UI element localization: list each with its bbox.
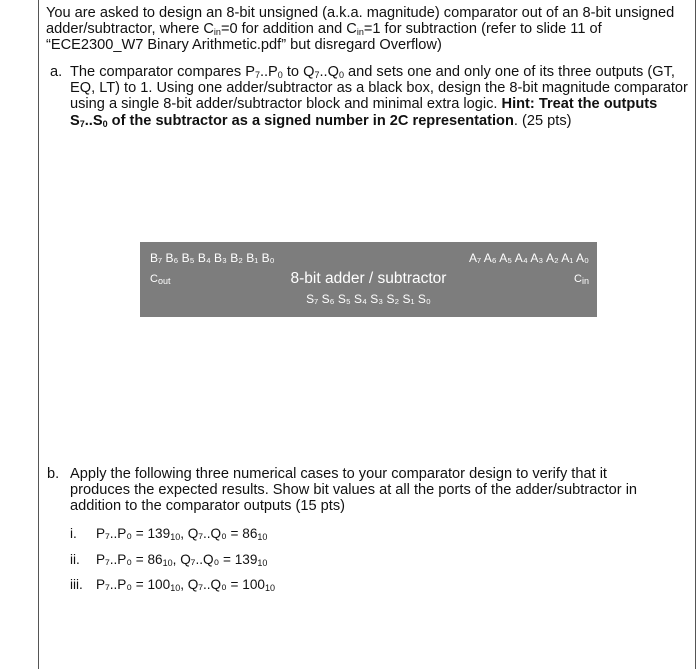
- cout-label: $C_{out}$: [150, 273, 171, 286]
- case-1-text: $P_7..P_0 = 139_{10}$, $Q_7..Q_0 = 86_{10}$: [96, 526, 268, 542]
- part-b-text: Apply the following three numerical cases to your comparator design to verify that it produces the expected results. Show bit values at all the ports of the adder/subtractor in addition to the comparator outputs (15 pts): [70, 466, 638, 515]
- case-1-label: i.: [70, 526, 77, 541]
- case-2-label: ii.: [70, 552, 80, 567]
- intro-paragraph: You are asked to design an 8-bit unsigned (a.k.a. magnitude) comparator out of an 8-bit unsigned adder/subtractor, where $C_{in}=0$ for addition and $C_{in}=1$ for subtraction (refer to slide 11 of “ECE2300_W7 Binary Arithmetic.pdf” but disregard Overflow): [46, 5, 675, 54]
- a-inputs-label: A₇ A₆ A₅ A₄ A₃ A₂ A₁ A₀: [468, 251, 589, 265]
- part-a-text: The comparator compares $P_7..P_0$ to $Q_7..Q_0$ and sets one and only one of its three outputs (GT, EQ, LT) to 1. Using one adder/subtractor as a black box, design the 8-bit magnitude comparator using a single 8-bit adder/subtractor block and minimal extra logic. Hint: Treat the outputs $S_7..S_0$ of the subtractor as a signed number in 2C representation. (25 pts): [70, 64, 688, 129]
- part-b-label: b.: [47, 466, 60, 482]
- hint-text: Hint: Treat the outputs $S_7..S_0$ of the subtractor as a signed number in 2C representation: [70, 96, 658, 129]
- adder-subtractor-block: [140, 242, 597, 317]
- case-3-text: $P_7..P_0 = 100_{10}$, $Q_7..Q_0 = 100_{10}$: [96, 577, 275, 593]
- cin-label: $C_{in}$: [574, 273, 589, 286]
- case-3-label: iii.: [70, 577, 83, 592]
- part-a-label: a.: [50, 64, 63, 80]
- case-2-text: $P_7..P_0 = 86_{10}$, $Q_7..Q_0 = 139_{10}$: [96, 552, 268, 568]
- s-outputs-label: S₇ S₆ S₅ S₄ S₃ S₂ S₁ S₀: [306, 292, 431, 306]
- block-title: 8-bit adder / subtractor: [290, 270, 447, 287]
- b-inputs-label: B₇ B₆ B₅ B₄ B₃ B₂ B₁ B₀: [150, 251, 275, 265]
